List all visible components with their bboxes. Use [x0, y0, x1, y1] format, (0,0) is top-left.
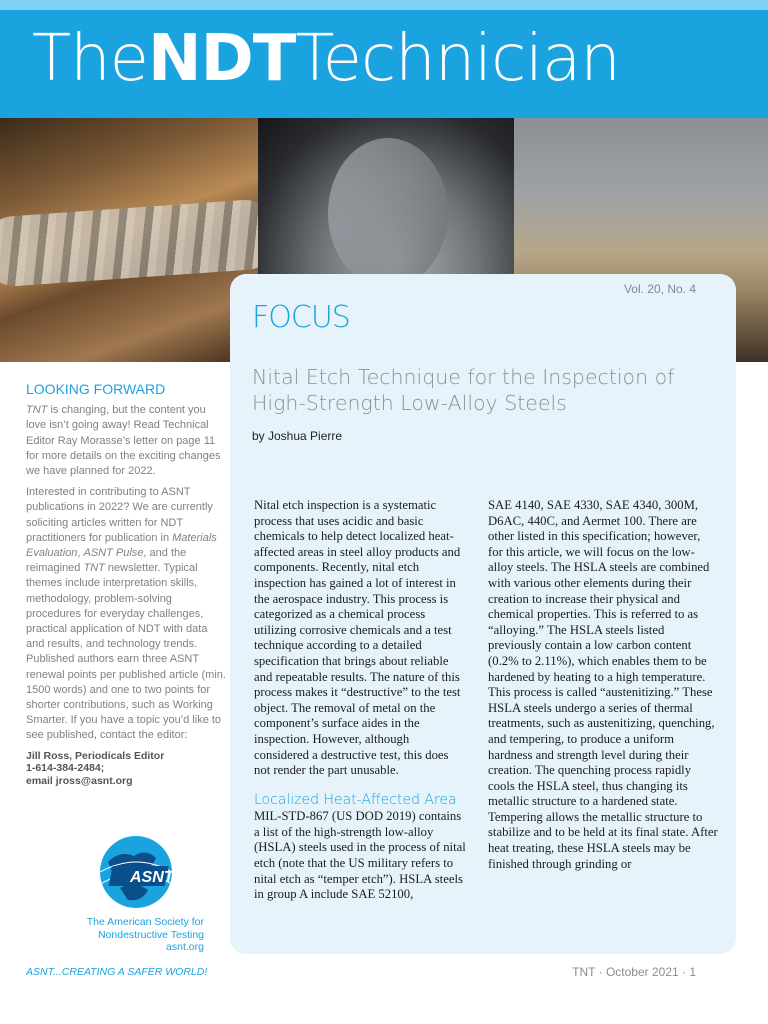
- section-label: FOCUS: [252, 300, 350, 335]
- volume-number: Vol. 20, No. 4: [623, 282, 696, 296]
- editor-contact: [26, 750, 226, 788]
- article-byline: by Joshua Pierre: [252, 429, 343, 443]
- editor-email[interactable]: email jross@asnt.org: [26, 774, 133, 787]
- asnt-logo: [90, 832, 210, 918]
- sidebar: [26, 382, 226, 787]
- article-card: [230, 274, 736, 954]
- motto: ASNT...CREATING A SAFER WORLD!: [26, 966, 208, 978]
- organization-info: [58, 916, 204, 954]
- top-accent-strip: [0, 0, 768, 10]
- article-paragraph: Nital etch inspection is a systematic process that uses acidic and basic chemicals to help detect localized heat-affected areas in steel alloy products and components. Recently, nital etch inspection has gained a lot of interest in the aerospace industry. This process is categorized as a chemical process utilizing corrosive chemicals and a test technique according to a detailed specification that brings about reliable and repeatable results. The nature of this process makes it “destructive” to the test object. The removal of metal on the component’s surface aides in the inspection. However, although considered a destructive test, this does not render the part unusable.: [254, 498, 461, 778]
- page-footer: TNT · October 2021 · 1: [572, 965, 696, 979]
- org-website[interactable]: asnt.org: [166, 941, 204, 953]
- editor-name: Jill Ross, Periodicals Editor: [26, 749, 165, 762]
- article-column-right: [488, 498, 718, 872]
- sidebar-title: LOOKING FORWARD: [26, 381, 166, 397]
- editor-phone: 1-614-384-2484;: [26, 762, 105, 775]
- article-headline: Nital Etch Technique for the Inspection of High-Strength Low-Alloy Steels: [252, 365, 675, 415]
- article-paragraph: MIL-STD-867 (US DOD 2019) contains a list of the high-strength low-alloy (HSLA) steels used in the process of nital etch (note that the US military refers to nital etch as “temper etch”). HSLA steels in group A include SAE 52100,: [254, 809, 466, 902]
- org-name-line: The American Society for: [86, 916, 204, 928]
- article-column-left: [254, 498, 466, 903]
- weld-photo: [0, 118, 258, 362]
- sidebar-paragraph: Interested in contributing to ASNT publications in 2022? We are currently soliciting articles written for NDT practitioners for publication in Materials Evaluation, ASNT Pulse, and the reimagined TNT newsletter. Typical themes include interpretation skills, methodology, problem-solving procedures for everyday challenges, practical application of NDT with data and results, and technology trends. Published authors earn three ASNT renewal points per published article (min. 1500 words) and one to two points for shorter contributions, such as Working Smarter. If you have a topic you’d like to see published, contact the editor:: [26, 486, 226, 742]
- article-subhead: Localized Heat-Affected Area: [254, 791, 457, 808]
- masthead: [0, 10, 768, 118]
- sidebar-paragraph: TNT is changing, but the content you love isn’t going away! Read Technical Editor Ray Morasse’s letter on page 11 for more details on the exciting changes we have planned for 2022.: [26, 404, 221, 478]
- org-name-line: Nondestructive Testing: [97, 928, 204, 941]
- article-paragraph: SAE 4140, SAE 4330, SAE 4340, 300M, D6AC, 440C, and Aermet 100. There are other listed in this specification; however, for this article, we will focus on the low-alloy steels. The HSLA steels are combined with various other elements during their creation to increase their physical and chemical properties. This is referred to as “alloying.” The HSLA steels listed previously contain a low carbon content (0.2% to 2.11%), which enables them to be hardened by heating to a high temperature. This process is called “austenitizing.” These HSLA steels undergo a series of thermal treatments, such as austenitizing, quenching, and tempering, to produce a uniform hardness and strength level during their creation. The quenching process rapidly cools the HSLA steel, thus changing its metallic structure to a hardened state. Tempering allows the metallic structure to stabilize and to be held at its final state. After heat treating, these HSLA steels may be finished through grinding or: [488, 498, 718, 871]
- svg-text:ASNT: ASNT: [130, 869, 174, 886]
- publication-title: TheNDTTechnician: [32, 22, 620, 96]
